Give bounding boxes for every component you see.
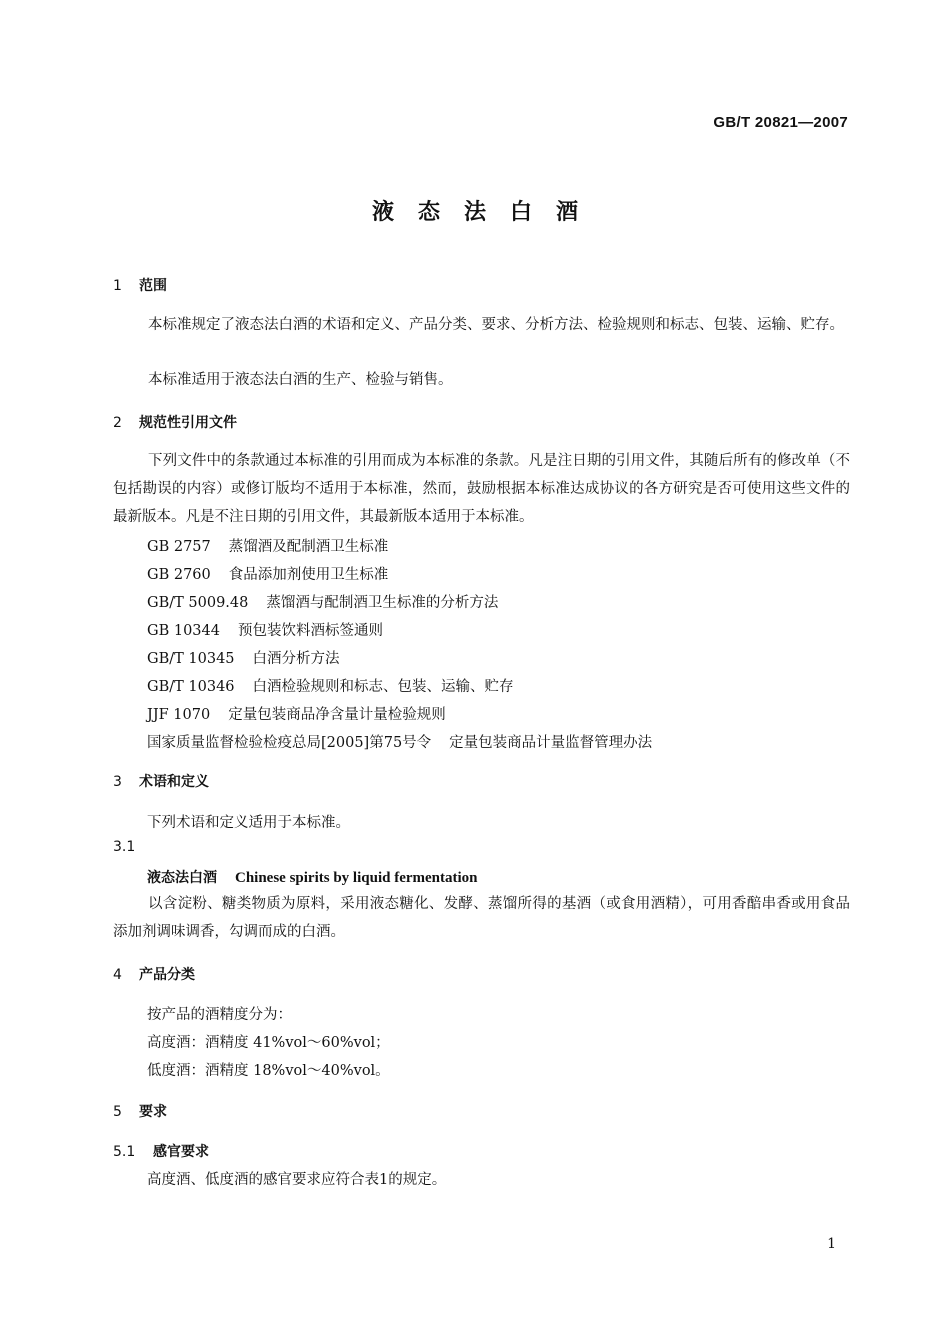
reference-code: GB 10344	[147, 623, 220, 639]
section-number: 2	[113, 415, 122, 431]
section-heading-terms	[113, 771, 209, 791]
reference-item	[147, 703, 446, 724]
reference-name: 蒸馏酒与配制酒卫生标准的分析方法	[266, 595, 499, 611]
subsection-number: 5.1	[113, 1144, 136, 1160]
classification-high: 高度酒：酒精度 41%vol～60%vol；	[147, 1035, 390, 1051]
reference-item	[147, 731, 652, 752]
section-number: 4	[113, 967, 122, 983]
section-heading-scope	[113, 275, 167, 295]
subsection-heading-sensory	[113, 1141, 209, 1161]
standard-code: GB/T 20821—2007	[713, 114, 848, 131]
term-definition: 以含淀粉、糖类物质为原料，采用液态糖化、发酵、蒸馏所得的基酒（或食用酒精），可用香醅串香或用食品添加剂调味调香，勾调而成的白酒。	[113, 896, 850, 940]
reference-item	[147, 675, 514, 696]
section-title: 术语和定义	[139, 774, 209, 790]
reference-code: 国家质量监督检验检疫总局[2005]第75号令	[147, 735, 432, 751]
references-intro: 下列文件中的条款通过本标准的引用而成为本标准的条款。凡是注日期的引用文件，其随后所有的修改单（不包括勘误的内容）或修订版均不适用于本标准，然而，鼓励根据本标准达成协议的各方研究是否可使用这些文件的最新版本。凡是不注日期的引用文件，其最新版本适用于本标准。	[113, 453, 850, 525]
term-chinese: 液态法白酒	[147, 870, 217, 886]
section-heading-requirements	[113, 1101, 167, 1121]
section-title: 规范性引用文件	[139, 415, 237, 431]
reference-name: 预包装饮料酒标签通则	[237, 623, 383, 639]
reference-name: 白酒分析方法	[252, 651, 340, 667]
classification-intro: 按产品的酒精度分为：	[147, 1007, 292, 1023]
reference-name: 食品添加剂使用卫生标准	[228, 567, 389, 583]
reference-item	[147, 647, 340, 668]
reference-code: GB 2760	[147, 567, 211, 583]
section-title: 产品分类	[139, 967, 195, 983]
reference-code: GB/T 10346	[147, 679, 235, 695]
reference-item	[147, 563, 388, 584]
reference-item	[147, 535, 388, 556]
reference-item	[147, 619, 383, 640]
section-heading-classification	[113, 964, 195, 984]
terms-intro: 下列术语和定义适用于本标准。	[147, 815, 350, 831]
section-number: 3	[113, 774, 122, 790]
reference-code: JJF 1070	[147, 707, 211, 723]
section-number: 5	[113, 1104, 122, 1120]
reference-item	[147, 591, 498, 612]
document-title: 液态法白酒	[371, 200, 602, 225]
reference-code: GB/T 5009.48	[147, 595, 249, 611]
classification-low: 低度酒：酒精度 18%vol～40%vol。	[147, 1063, 390, 1079]
scope-paragraph-1: 本标准规定了液态法白酒的术语和定义、产品分类、要求、分析方法、检验规则和标志、包装、运输、贮存。	[148, 317, 844, 333]
reference-code: GB 2757	[147, 539, 211, 555]
term-entry	[147, 867, 478, 887]
section-title: 要求	[139, 1104, 167, 1120]
sensory-text: 高度酒、低度酒的感官要求应符合表1的规定。	[147, 1172, 447, 1188]
page-number: 1	[827, 1236, 836, 1252]
reference-name: 定量包装商品净含量计量检验规则	[228, 707, 446, 723]
section-number: 1	[113, 278, 122, 294]
section-title: 范围	[139, 278, 167, 294]
reference-name: 蒸馏酒及配制酒卫生标准	[228, 539, 389, 555]
reference-code: GB/T 10345	[147, 651, 235, 667]
scope-paragraph-2: 本标准适用于液态法白酒的生产、检验与销售。	[148, 372, 453, 388]
term-english: Chinese spirits by liquid fermentation	[235, 870, 478, 886]
clause-number: 3.1	[113, 839, 136, 855]
section-heading-references	[113, 412, 237, 432]
subsection-title: 感官要求	[153, 1144, 209, 1160]
reference-name: 白酒检验规则和标志、包装、运输、贮存	[252, 679, 514, 695]
reference-name: 定量包装商品计量监督管理办法	[449, 735, 653, 751]
